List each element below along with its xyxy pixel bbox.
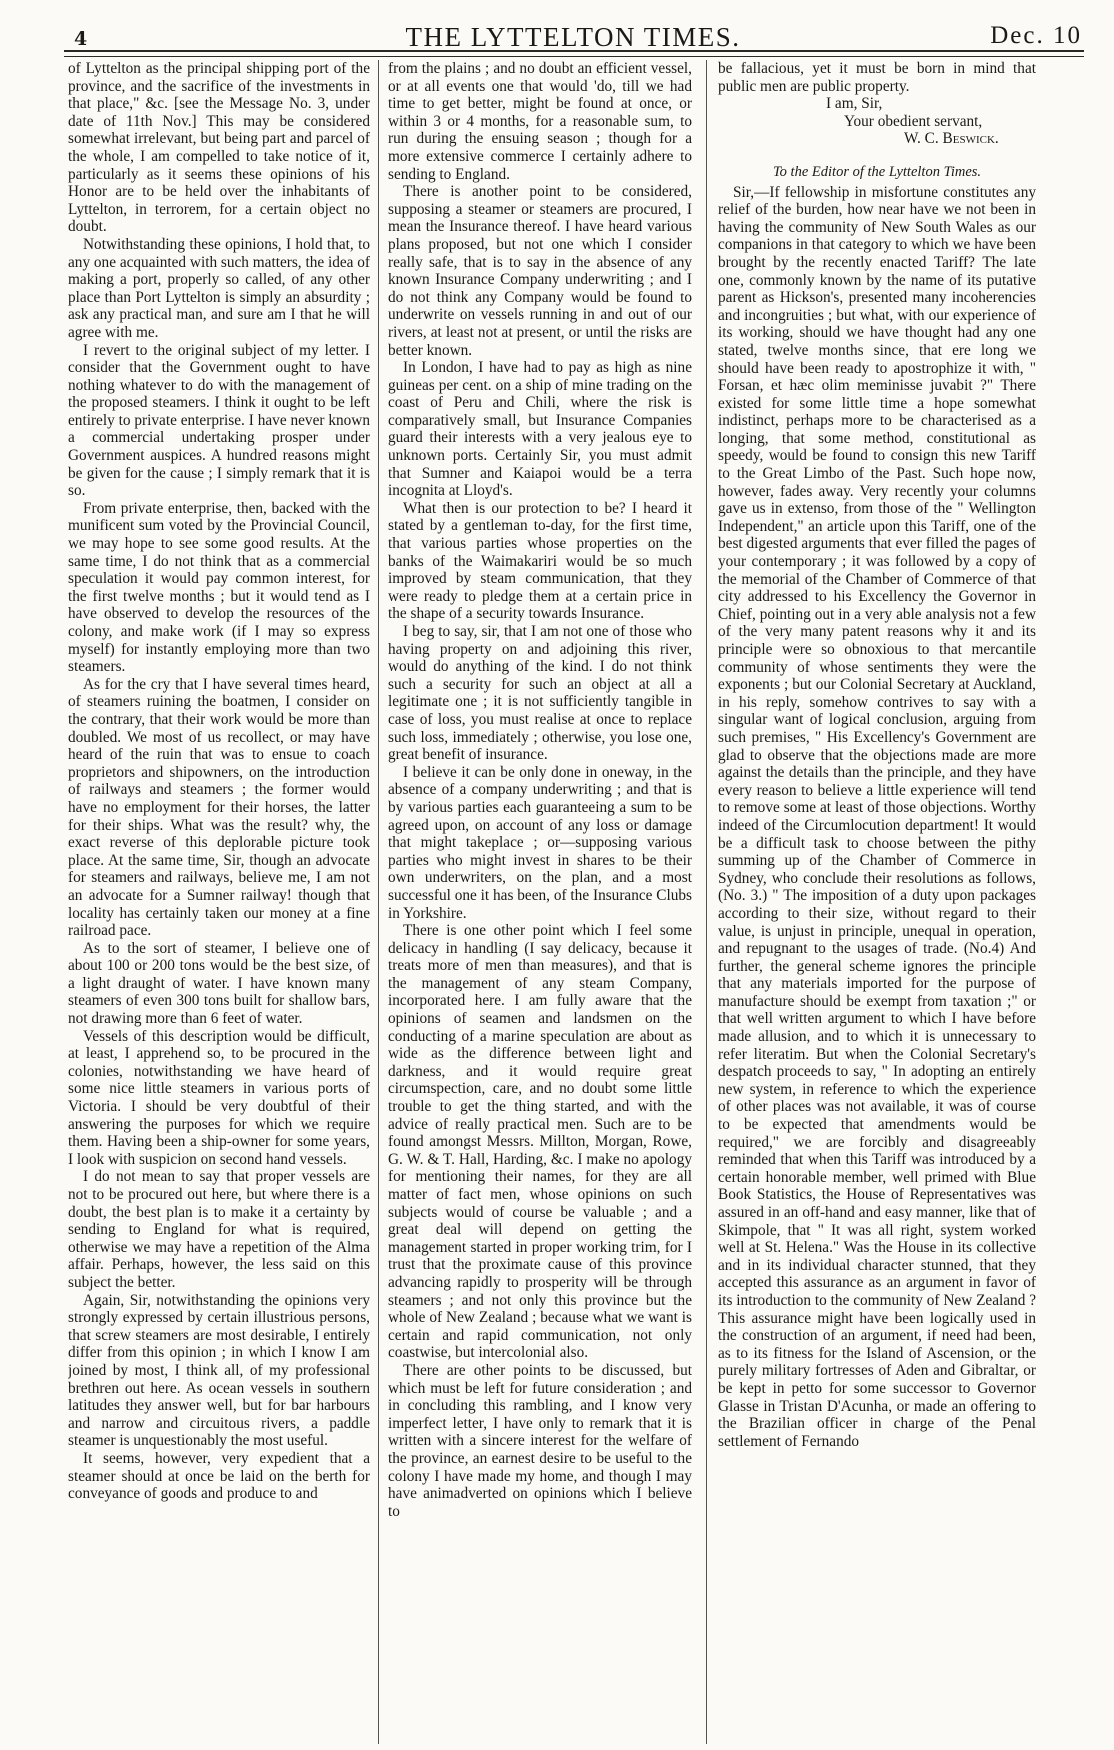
issue-date: Dec. 10 <box>990 22 1082 49</box>
column-1 <box>68 60 370 1744</box>
column-divider <box>706 60 707 1744</box>
signature-salutation: I am, Sir, <box>826 95 883 113</box>
signature-closing: Your obedient servant, <box>844 112 983 130</box>
paragraph: I do not mean to say that proper vessels are not to be procured out here, but where there is a doubt, the best plan is to make it a certainty by sending to England for what is required, otherwise we may have a repetition of the Alma affair. Perhaps, however, the less said on this subject the better. <box>68 1168 370 1291</box>
page-number: 4 <box>74 28 88 50</box>
paragraph: be fallacious, yet it must be born in mind that public men are public property. <box>718 60 1036 95</box>
paragraph: I revert to the original subject of my letter. I consider that the Government ought to have nothing whatever to do with the management of the proposed steamers. I think it ought to be left entirely to private enterprise. I have never known a commercial undertaking prosper under Government auspices. A hundred reasons might be given for the cause ; I simply remark that it is so. <box>68 341 370 500</box>
letter-addressee: To the Editor of the Lyttelton Times. <box>772 163 982 180</box>
paragraph: There are other points to be discussed, but which must be left for future consideration ; and in concluding this rambling, and I know very imperfect letter, I have only to remark that it is written with a sincere interest for the welfare of the province, an earnest desire to be useful to the colony I have made my home, and though I may have animadverted on opinions which I believe to <box>388 1361 692 1520</box>
paragraph: Again, Sir, notwithstanding the opinions very strongly expressed by certain illustrious persons, that screw steamers are most desirable, I entirely differ from this opinion ; in which I know I am joined by most, I think all, of my professional brethren out here. As ocean vessels in southern latitudes they answer well, but for bar harbours and narrow and circuitous rivers, a paddle steamer is unquestionably the most useful. <box>68 1291 370 1450</box>
paragraph: It seems, however, very expedient that a steamer should at once be laid on the berth for conveyance of goods and produce to and <box>68 1449 370 1503</box>
paragraph: of Lyttelton as the principal shipping port of the province, and the sacrifice of the investments in that place," &c. [see the Message No. 3, under date of 11th Nov.] This may be considered somewhat irrelevant, but being part and parcel of the whole, I am compelled to take notice of it, particularly as it seems these opinions of his Honor are to be held over the inhabitants of Lyttelton, in terrorem, for a certain object no doubt. <box>68 60 370 236</box>
masthead-rule <box>64 50 1084 57</box>
paragraph: There is one other point which I feel some delicacy in handling (I say delicacy, because it treats more of men than measures), and that is the management of any steam Company, incorporated here. I am fully aware that the opinions of seamen and landsmen on the conducting of a marine speculation are about as wide as the difference between light and darkness, and it would require great circumspection, care, and no doubt some little trouble to get the thing started, and with the advice of really practical men. Such are to be found amongst Messrs. Millton, Morgan, Rowe, G. W. & T. Hall, Harding, &c. I make no apology for mentioning their names, for they are all matter of fact men, whose opinions on such subjects would of course be valuable ; and a great deal will depend on getting the management started in proper working trim, for I trust that the proximate cause of this province advancing rapidly to prosperity will be through steamers ; and not only this province but the whole of New Zealand ; because what we want is certain and rapid communication, not only coastwise, but intercolonial also. <box>388 922 692 1362</box>
masthead <box>58 10 1088 50</box>
paragraph: In London, I have had to pay as high as nine guineas per cent. on a ship of mine trading on the coast of Peru and Chili, where the risk is comparatively small, but Insurance Companies guard their interests with a very jealous eye to unknown ports. Certainly Sir, you must admit that Sumner and Kaiapoi would be a terra incognita at Lloyd's. <box>388 359 692 500</box>
paragraph: Sir,—If fellowship in misfortune constitutes any relief of the burden, how near have we not been in having the community of New South Wales as our companions in that category to which we have been brought by the recently enacted Tariff? The late one, commonly known by the name of its putative parent as Hickson's, presented many incoherencies and incongruities ; but what, with our experience of its working, should we have thought had any one stated, twelve months since, that ere long we should have been ready to apostrophize it with, " Forsan, et hæc olim meminisse juvabit ?" There existed for some little time a hope somewhat indistinct, perhaps more to be characterised as a longing, that some method, constitutional as speedy, would be found to consign this new Tariff to the Great Limbo of the Past. Such hope now, however, fades away. Very recently your columns gave us in extenso, from those of the " Wellington Independent," an article upon this Tariff, one of the best digested arguments that ever filled the pages of your contemporary ; it was followed by a copy of the memorial of the Chamber of Commerce of that city addressed to his Excellency the Governor in Chief, pointing out in a very able analysis not a few of the very many patent reasons why it and its principle were so obnoxious to that mercantile community of whose sentiments they were the exponents ; but our Colonial Secretary at Auckland, in his reply, somehow contrives to say with a singular want of logical conclusion, arguing from such premises, " His Excellency's Government are glad to observe that the objections made are more against the details than the principle, and they have every reason to believe a little experience will tend to remove some at least of those objections. Worthy indeed of the Circumlocution department! It would be a difficult task to choose between the pithy summing up of the Chamber of Commerce in Sydney, who conclude their resolutions as follows, (No. 3.) " The imposition of a duty upon packages according to their size, without regard to their value, is unjust in principle, unequal in operation, and repugnant to the usages of trade. (No.4) And further, the general scheme ignores the principle that any materials imported for the purpose of manufacture should be exempt from taxation ;" or that well written argument to which I have before made allusion, and to which it is unnecessary to refer literatim. But when the Colonial Secretary's despatch proceeds to say, " In adopting an entirely new system, in reference to which the experience of other places was not available, it was of course to be expected that amendments would be required," we are forcibly and disagreeably reminded that when this Tariff was introduced by a certain honorable member, well primed with Blue Book Statistics, the House of Representatives was assured in an off-hand and easy manner, like that of Skimpole, that " It was all right, system worked well at St. Helena." Was the House in its collective and in its individual character stunned, that they accepted this assurance as an argument in favor of its introduction to the community of New Zealand ? This assurance might have been logically used in the construction of an argument, if need had been, as to its fitness for the Island of Ascension, or the purely military fortresses of Aden and Gibraltar, or be kept in petto for some successor to Governor Glasse in Tristan D'Acunha, or made an offering to the Brazilian officer in charge of the Penal settlement of Fernando <box>718 183 1036 1450</box>
paragraph: As to the sort of steamer, I believe one of about 100 or 200 tons would be the best size, of a light draught of water. I have known many steamers of even 300 tons built for shallow bars, not drawing more than 6 feet of water. <box>68 939 370 1028</box>
paragraph: There is another point to be considered, supposing a steamer or steamers are procured, I mean the Insurance thereof. I have heard various plans proposed, but not one which I consider really safe, that is to say in the absence of any known Insurance Company underwriting ; and I do not think any Company would be found to underwrite on vessels running in and out of our rivers, at least not at present, or until the risks are better known. <box>388 183 692 359</box>
signature-name: W. C. Beswick. <box>904 130 999 148</box>
paragraph: From private enterprise, then, backed with the munificent sum voted by the Provincial Council, we may hope to see some good results. At the same time, I do not think that as a commercial speculation it would pay common interest, for the first twelve months ; but it would tend as I have observed to develop the resources of the colony, and make work (if I may so express myself) for instantly employing more than two steamers. <box>68 499 370 676</box>
paragraph: from the plains ; and no doubt an efficient vessel, or at all events one that would 'do, till we had time to get better, might be found at once, or within 3 or 4 months, for a reasonable sum, to run during the ensuing season ; though for a more extensive commerce I certainly adhere to sending to England. <box>388 60 692 183</box>
column-3 <box>718 60 1036 1744</box>
paragraph: As for the cry that I have several times heard, of steamers ruining the boatmen, I consider on the contrary, that their work would be more than doubled. We most of us recollect, or may have heard of the ruin that was to ensue to coach proprietors and shipowners, on the introduction of railways and steamers ; the former would have no employment for their horses, the latter for their ships. What was the result? why, the exact reverse of this deplorable picture took place. At the same time, Sir, though an advocate for steamers and railways, believe me, I am not an advocate for a Sumner railway! though that locality has certainly taken our money at a fine railroad pace. <box>68 675 370 940</box>
newspaper-title: THE LYTTELTON TIMES. <box>405 22 741 52</box>
paragraph: What then is our protection to be? I heard it stated by a gentleman to-day, for the first time, that various parties whose properties on the banks of the Waimakariri would be so much improved by steam communication, that they were ready to pledge them at a certain price in the shape of a security towards Insurance. <box>388 499 692 623</box>
letter-signature <box>718 95 1036 148</box>
paragraph: I believe it can be only done in oneway, in the absence of a company underwriting ; and that is by various parties each guaranteeing a sum to be agreed upon, on account of any loss or damage that might takeplace ; or—supposing various parties who might invest in shares to be their own underwriters, on the plan, and a most successful one it has been, of the Insurance Clubs in Yorkshire. <box>388 763 692 922</box>
column-divider <box>378 60 379 1744</box>
paragraph: I beg to say, sir, that I am not one of those who having property on and adjoining this river, would do anything of the kind. I do not think such a security for such an object at all a legitimate one ; it is not sufficiently tangible in case of loss, you must realise at once to replace such loss, immediately ; otherwise, you lose one, great benefit of insurance. <box>388 623 692 764</box>
column-2 <box>388 60 692 1744</box>
paragraph: Vessels of this description would be difficult, at least, I apprehend so, to be procured in the colonies, notwithstanding we have heard of some nice little steamers in various ports of Victoria. I should be very doubtful of their answering the purposes for which we require them. Having been a ship-owner for some years, I look with suspicion on second hand vessels. <box>68 1027 370 1168</box>
paragraph: Notwithstanding these opinions, I hold that, to any one acquainted with such matters, the idea of making a port, properly so called, of any other place than Port Lyttelton is simply an absurdity ; ask any practical man, and sure am I that he will agree with me. <box>68 235 370 341</box>
